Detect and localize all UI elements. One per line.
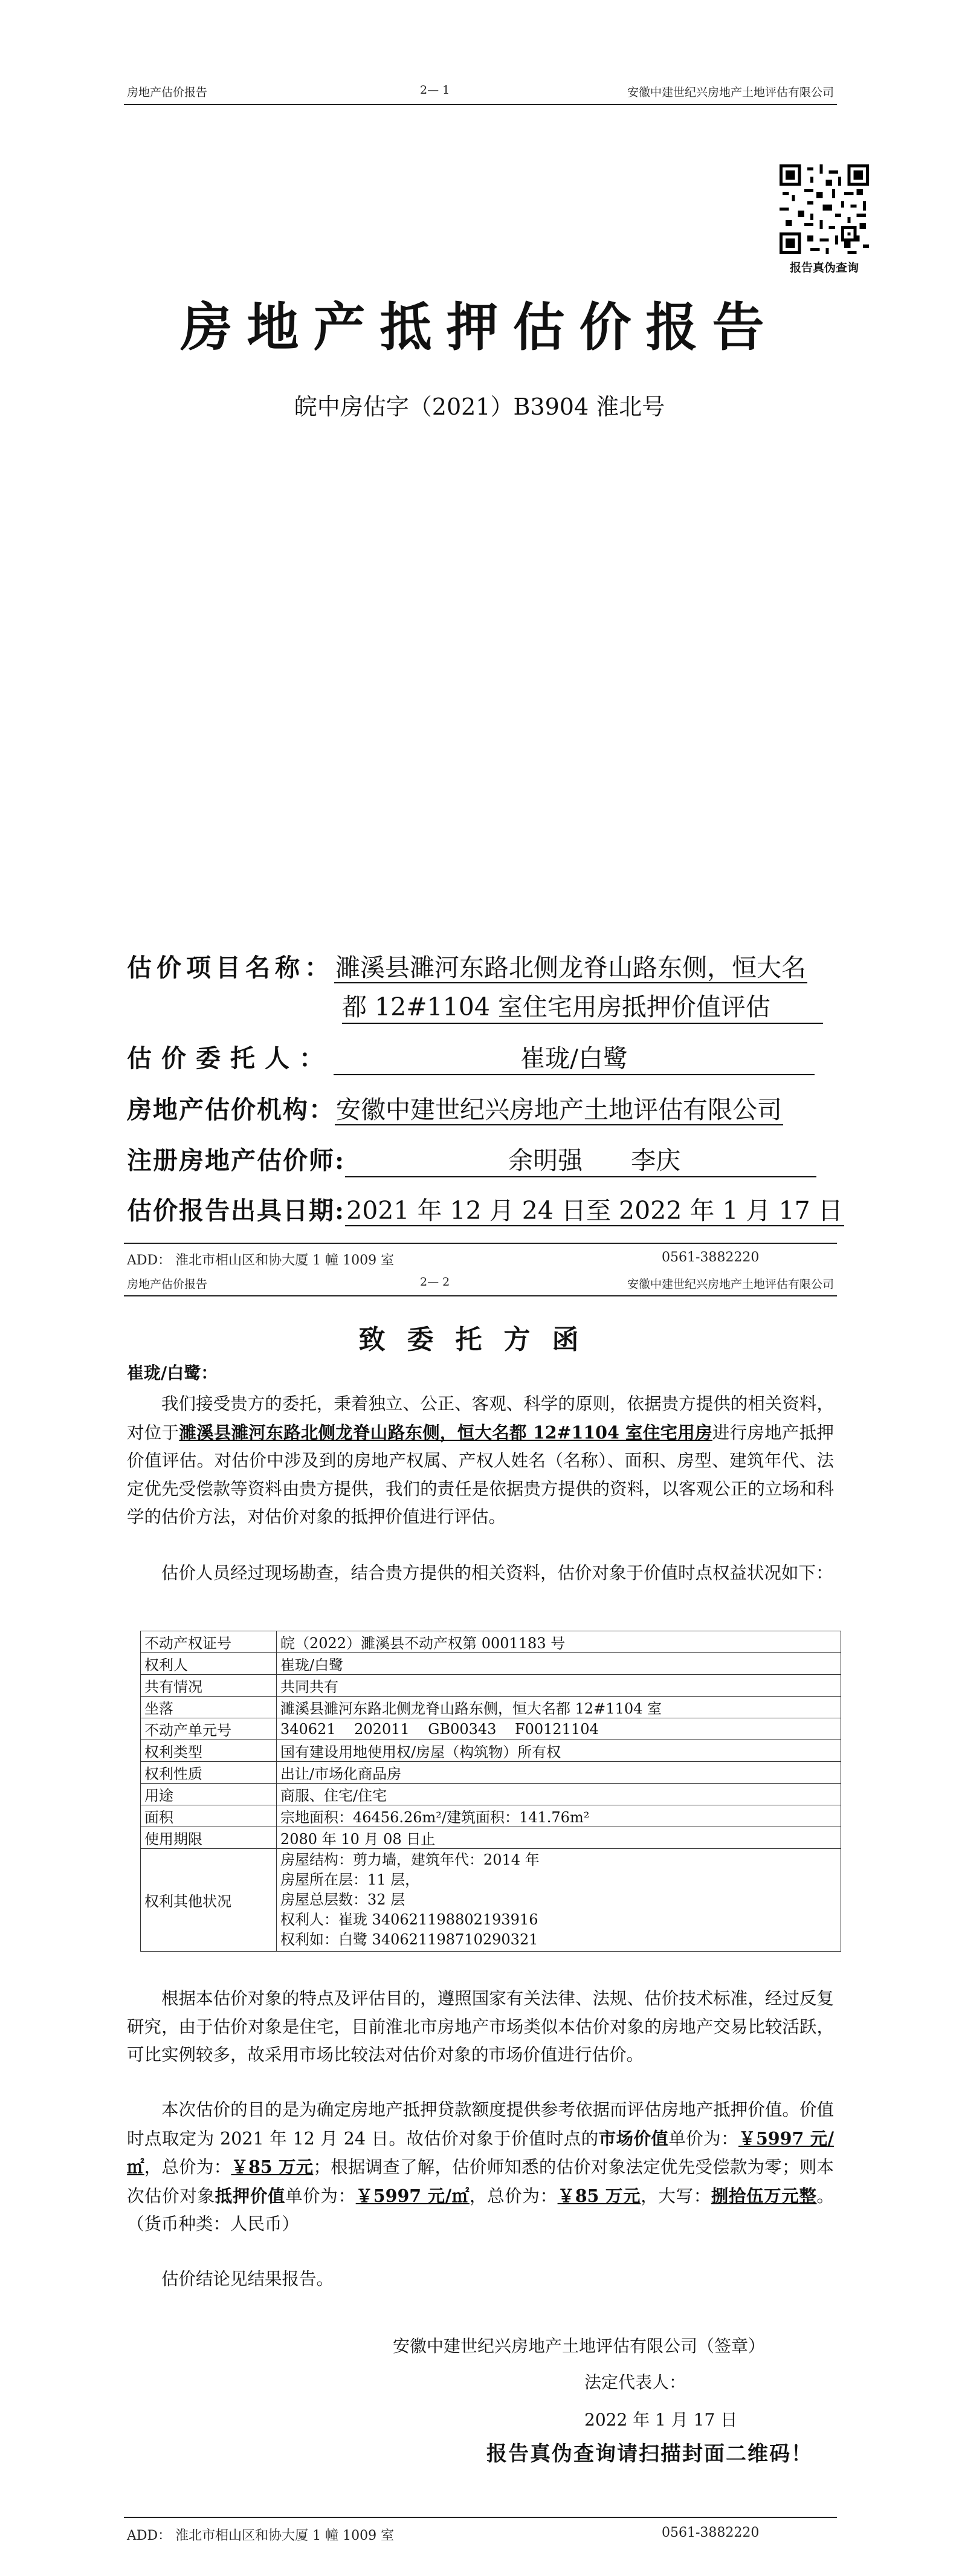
footer-address: ADD： 淮北市相山区和协大厦 1 幢 1009 室 xyxy=(127,1253,395,1268)
signature-representative: 法定代表人： xyxy=(584,2372,686,2392)
row-value: 出让/市场化商品房 xyxy=(277,1762,841,1784)
page-header xyxy=(127,1275,834,1297)
verify-notice: 报告真伪查询请扫描封面二维码！ xyxy=(486,2442,813,2466)
signature-date: 2022 年 1 月 17 日 xyxy=(584,2410,738,2430)
table-row xyxy=(141,1805,841,1827)
other-rights-line: 房屋总层数：32 层 xyxy=(280,1891,405,1908)
client-value: 崔珑/白鹭 xyxy=(334,1038,815,1075)
table-row xyxy=(141,1718,841,1740)
header-page-number: 2— 2 xyxy=(420,1275,450,1289)
footer-phone: 0561-3882220 xyxy=(662,1250,760,1265)
appraisers-label: 注册房地产估价师: xyxy=(127,1146,346,1175)
row-value-multiline xyxy=(277,1849,841,1952)
table-row xyxy=(141,1697,841,1718)
letter-paragraph-2: 估价人员经过现场勘查，结合贵方提供的相关资料，估价对象于价值时点权益状况如下： xyxy=(161,1563,833,1583)
row-key: 权利人 xyxy=(141,1653,277,1675)
rights-status-table xyxy=(140,1631,841,1952)
other-rights-line: 房屋所在层：11 层， xyxy=(280,1871,420,1888)
other-rights-line: 权利人：崔珑 340621198802193916 xyxy=(280,1911,538,1928)
header-rule xyxy=(124,104,837,105)
table-row xyxy=(141,1653,841,1675)
table-row xyxy=(141,1740,841,1762)
market-value-label: 市场价值 xyxy=(598,2128,669,2149)
footer-rule xyxy=(124,1243,837,1244)
header-rule xyxy=(124,1295,837,1296)
document-number: 皖中房估字（2021）B3904 淮北号 xyxy=(294,393,665,420)
qr-caption: 报告真伪查询 xyxy=(789,261,859,274)
project-value-line1: 濉溪县濉河东路北侧龙脊山路东侧，恒大名 xyxy=(335,953,806,982)
row-key: 用途 xyxy=(141,1784,277,1805)
row-key: 面积 xyxy=(141,1805,277,1827)
para4-text: 本次估价的目的是为确定房地产抵押贷款额度提供参考依据而评估房地产抵押价值。价值时点取定为 2021 年 12 月 24 日。故估价对象于价值时点的 xyxy=(127,2100,834,2149)
mortgage-unit-price: ￥5997 元/㎡ xyxy=(355,2185,470,2206)
letter-paragraph-5: 估价结论见结果报告。 xyxy=(161,2269,334,2289)
row-value: 340621 202011 GB00343 F00121104 xyxy=(277,1718,841,1740)
signature-company: 安徽中建世纪兴房地产土地评估有限公司（签章） xyxy=(393,2336,766,2356)
row-value: 商服、住宅/住宅 xyxy=(277,1784,841,1805)
table-row xyxy=(141,1631,841,1653)
row-value: 2080 年 10 月 08 日止 xyxy=(277,1827,841,1849)
para4-text: ，总价为： xyxy=(469,2186,558,2206)
client-row xyxy=(127,1038,815,1075)
appraisers-row xyxy=(127,1141,816,1177)
footer-phone: 0561-3882220 xyxy=(662,2525,760,2540)
row-value: 宗地面积：46456.26m²/建筑面积：141.76m² xyxy=(277,1805,841,1827)
para4-text: ，总价为： xyxy=(144,2157,231,2177)
table-row xyxy=(141,1784,841,1805)
para1-text-a: 我们接受贵方的委托，秉着独立、公正、客观、科学的原则，依据贵方提供的相关资料，对位于 xyxy=(127,1394,834,1443)
report-date-row xyxy=(127,1191,844,1226)
header-page-number: 2— 1 xyxy=(420,83,450,97)
property-address: 濉溪县濉河东路北侧龙脊山路东侧，恒大名都 12#1104 室住宅用房 xyxy=(179,1422,712,1443)
letter-title: 致委托方函 xyxy=(358,1324,601,1355)
report-date-label: 估价报告出具日期: xyxy=(127,1196,346,1225)
market-total-price: ￥85 万元 xyxy=(231,2157,314,2177)
appraiser-1: 余明强 xyxy=(508,1146,583,1175)
row-value: 崔珑/白鹭 xyxy=(277,1653,841,1675)
row-key: 权利性质 xyxy=(141,1762,277,1784)
para4-text: 单价为： xyxy=(285,2186,356,2206)
row-key: 不动产权证号 xyxy=(141,1631,277,1653)
table-row xyxy=(141,1849,841,1952)
project-name-row xyxy=(127,948,807,983)
footer-address: ADD： 淮北市相山区和协大厦 1 幢 1009 室 xyxy=(127,2528,395,2543)
row-key: 权利类型 xyxy=(141,1740,277,1762)
project-value-line2: 都 12#1104 室住宅用房抵押价值评估 xyxy=(342,987,823,1024)
table-row xyxy=(141,1827,841,1849)
row-value: 国有建设用地使用权/房屋（构筑物）所有权 xyxy=(277,1740,841,1762)
para4-text: 单价为： xyxy=(668,2128,739,2149)
letter-paragraph-3: 根据本估价对象的特点及评估目的，遵照国家有关法律、法规、估价技术标准，经过反复研究，由于估价对象是住宅，目前淮北市房地产市场类似本估价对象的房地产交易比较活跃，可比实例较多，故采用市场比较法对估价对象的市场价值进行估价。 xyxy=(127,1989,834,2065)
para4-text: ；根据调查了解，估价师知悉的估价对象法定优先受偿款为零；则本次估价对象 xyxy=(127,2157,834,2206)
client-label: 估价委托人： xyxy=(127,1044,334,1073)
agency-value: 安徽中建世纪兴房地产土地评估有限公司 xyxy=(336,1095,782,1124)
row-value: 共同共有 xyxy=(277,1675,841,1697)
total-in-chinese: 捌拾伍万元整 xyxy=(711,2185,817,2206)
other-rights-line: 房屋结构：剪力墙，建筑年代：2014 年 xyxy=(280,1851,540,1868)
project-name-row-2 xyxy=(342,987,823,1024)
qr-code-icon[interactable] xyxy=(780,164,869,254)
table-row xyxy=(141,1675,841,1697)
row-value: 皖（2022）濉溪县不动产权第 0001183 号 xyxy=(277,1631,841,1653)
row-key: 坐落 xyxy=(141,1697,277,1718)
header-left: 房地产估价报告 xyxy=(127,86,208,99)
row-key: 使用期限 xyxy=(141,1827,277,1849)
project-label: 估价项目名称： xyxy=(127,953,334,982)
row-value: 濉溪县濉河东路北侧龙脊山路东侧，恒大名都 12#1104 室 xyxy=(277,1697,841,1718)
market-unit-price: ￥5997 元/㎡ xyxy=(127,2128,834,2177)
page-header xyxy=(127,83,834,105)
appraiser-2: 李庆 xyxy=(631,1146,681,1175)
para4-text: 。（货币种类：人民币） xyxy=(127,2186,834,2234)
cover-page xyxy=(0,0,959,1269)
footer-rule xyxy=(124,2517,837,2518)
agency-label: 房地产估价机构： xyxy=(127,1095,335,1124)
other-rights-line: 权利如：白鹭 340621198710290321 xyxy=(280,1931,538,1948)
mortgage-total-price: ￥85 万元 xyxy=(557,2185,641,2206)
table-row xyxy=(141,1762,841,1784)
row-key: 共有情况 xyxy=(141,1675,277,1697)
letter-paragraph-1 xyxy=(127,1390,834,1532)
mortgage-value-label: 抵押价值 xyxy=(215,2185,286,2206)
row-key: 不动产单元号 xyxy=(141,1718,277,1740)
para1-text-c: 进行房地产抵押价值评估。对估价中涉及到的房地产权属、产权人姓名（名称）、面积、房型、建筑年代、法定优先受偿款等资料由贵方提供，我们的责任是依据贵方提供的资料，以客观公正的立场和科学的估价方法，对估价对象的抵押价值进行评估。 xyxy=(127,1422,834,1527)
letter-paragraph-4 xyxy=(127,2096,834,2239)
header-left: 房地产估价报告 xyxy=(127,1278,208,1291)
report-title: 房地产抵押估价报告 xyxy=(180,297,779,358)
report-date-value: 2021 年 12 月 24 日至 2022 年 1 月 17 日 xyxy=(346,1196,843,1225)
header-company: 安徽中建世纪兴房地产土地评估有限公司 xyxy=(627,1278,834,1291)
addressee: 崔珑/白鹭： xyxy=(127,1363,218,1383)
agency-row xyxy=(127,1090,783,1125)
header-company: 安徽中建世纪兴房地产土地评估有限公司 xyxy=(627,86,834,99)
row-key: 权利其他状况 xyxy=(141,1849,277,1952)
para4-text: ，大写： xyxy=(641,2186,711,2206)
